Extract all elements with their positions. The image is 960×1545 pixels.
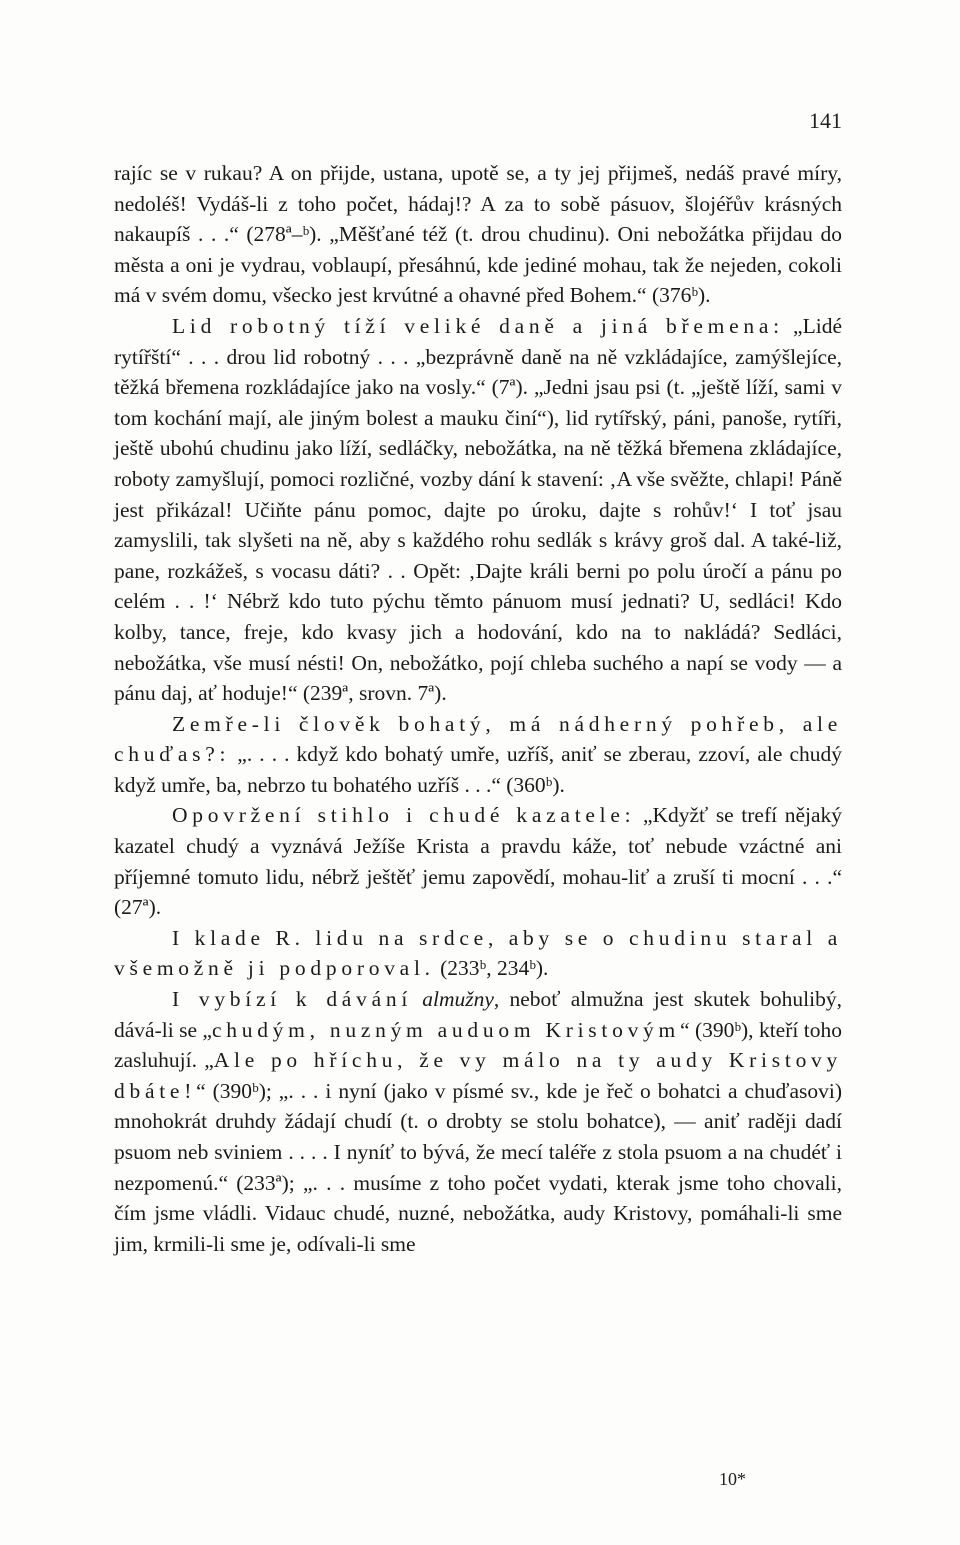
paragraph <box>114 800 842 922</box>
paragraph <box>114 923 842 984</box>
italic-word: almužny <box>422 987 494 1012</box>
paragraph <box>114 984 842 1259</box>
text-run: „Lidé rytířští“ . . . drou lid robotný . . . „bezprávně daně na ně vzkládajíce, zamýšlejíce, těžká břemena rozkládajíce jako na vosly.“ (7ª). „Jedni jsau psi (t. „ještě líží, sami v tom kochání mají, ale jiným bolest a mauku činí“), lid rytířský, páni, panoše, rytíři, ještě ubohú chudinu jako líží, sedláčky, nebožátka, na ně těžká břemena zkládajíce, roboty zamyšlují, pomoci rozličné, vozby dání k stavení: ‚A vše svěžte, chlapi! Páně jest přikázal! Učiňte pánu pomoc, dajte po úroku, dajte s rohův!‘ I toť jsau zamyslili, tak slyšeti na ně, aby s každého rohu sedlák s krávy groš dal. A také-liž, pane, rozkážeš, s vocasu dáti? . . Opět: ‚Dajte králi berni po polu úročí a pánu po celém . . !‘ Nébrž kdo tuto pýchu těmto pánuom musí jednati? U, sedláci! Kdo kolby, tance, freje, kdo kvasy jich a hodování, kdo na to nakládá? Sedláci, nebožátka, vše musí nésti! On, nebožátko, pojí chleba suchého a napí se vody — a pánu daj, ať hoduje!“ (239ª, srovn. 7ª). <box>114 313 842 706</box>
body-text <box>114 158 842 1259</box>
spaced-emphasis: Lid robotný tíží veliké daně a jiná břemena: <box>172 313 784 338</box>
spaced-emphasis: Opovržení stihlo i chudé kazatele: <box>172 803 636 828</box>
text-run: „. . . . když kdo bohatý umře, uzříš, aniť se zberau, zzoví, ale chudý když umře, ba, nebrzo tu bohatého uzříš . . .“ (360ᵇ). <box>114 742 842 797</box>
signature-mark: 10* <box>719 1469 746 1489</box>
text-run: rajíc se v rukau? A on přijde, ustana, upotě se, a ty jej přijmeš, nedáš pravé míry, nedoléš! Vydáš-li z toho počet, hádaj!? A za to sobě pásuov, šlojéřův krásných nakaupíš . . .“ (278ª–ᵇ). „Měšťané též (t. drou chudinu). Oni nebožátka přijdau do města a oni je vydrau, voblaupí, přesáhnú, kde jediné mohau, tak že nejeden, cokoli má v svém domu, všecko jest krvútné a ohavné před Bohem.“ (376ᵇ). <box>114 161 842 308</box>
spaced-emphasis: I klade R. lidu na srdce, aby se o chudinu staral a všemožně ji podporoval. <box>114 925 842 981</box>
text-run: (233ᵇ, 234ᵇ). <box>434 956 549 981</box>
text-run <box>412 987 422 1011</box>
text-run: , neboť almužna jest skutek bohulibý, dává-li se „ <box>114 987 842 1042</box>
paragraph <box>114 709 842 801</box>
text-run: „Kdyžť se trefí nějaký kazatel chudý a vyznává Ježíše Krista a pravdu káže, toť nebude vzáctné ani příjemné tomuto lidu, nébrž ještěť jemu zapovědí, mohau-liť a zruší ti mocní . . .“ (27ª). <box>114 803 842 920</box>
paragraph <box>114 311 842 709</box>
text-run: “ (390ᵇ); „. . . i nyní (jako v písmé sv., kde je řeč o bohatci a chuďasovi) mnohokrát druhdy žádají chudí (t. o drobty se stolu bohatce), — aniť raději dadí psuom neb sviniem . . . . I nyníť to bývá, že mecí taléře z stola psuom a na chudéť i nezpomenú.“ (233ª); „. . . musíme z toho počet vydati, kterak jsme toho chovali, čím jsme vládli. Vidauc chudé, nuzné, nebožátka, audy Kristovy, pomáhali-li sme jim, krmili-li sme je, odívali-li sme <box>114 1078 842 1256</box>
spaced-emphasis: Zemře-li člověk bohatý, má nádherný pohřeb, ale chuďas?: <box>114 711 842 767</box>
spaced-emphasis: I vybízí k dávání <box>172 987 413 1012</box>
paragraph <box>114 158 842 311</box>
page-number: 141 <box>809 108 842 133</box>
spaced-emphasis: Ale po hříchu, že vy málo na ty audy Kristovy dbáte! <box>114 1048 843 1103</box>
text-run: “ (390ᵇ), kteří toho zasluhují. „ <box>114 1017 842 1073</box>
spaced-emphasis: chudým, nuzným auduom Kristovým <box>211 1017 680 1042</box>
